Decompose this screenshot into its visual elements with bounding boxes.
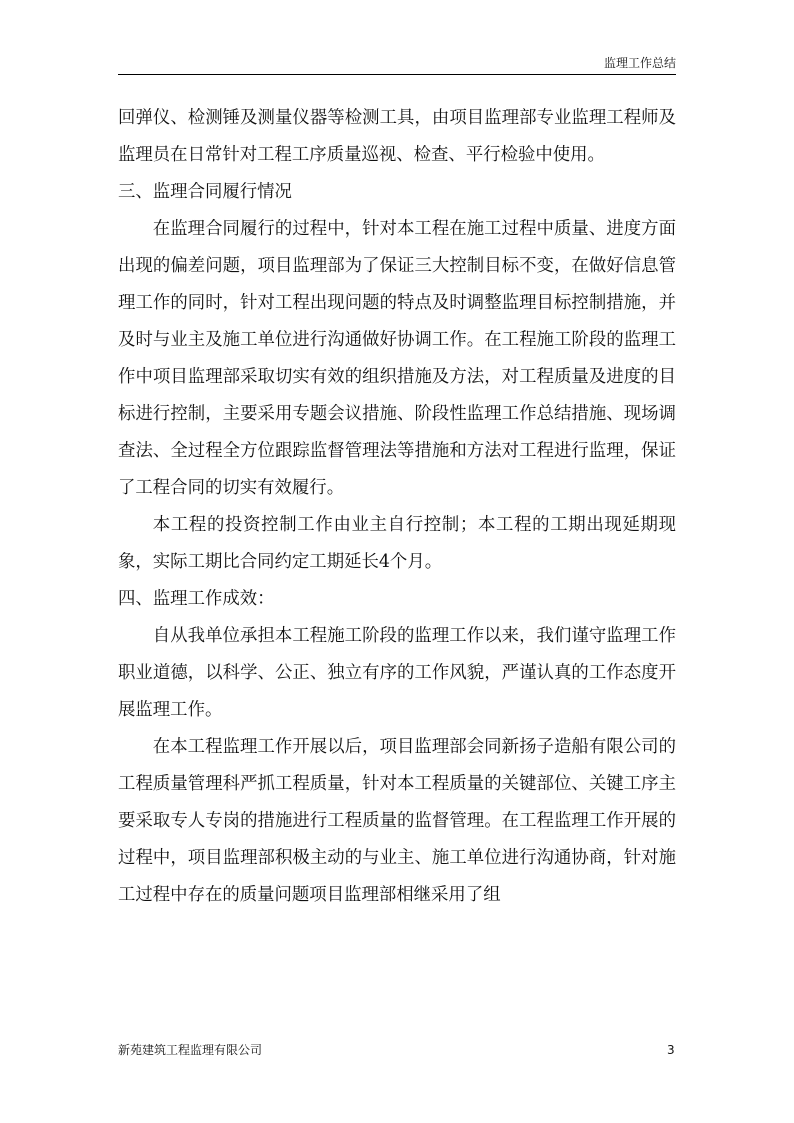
footer-company: 新苑建筑工程监理有限公司 <box>118 1043 263 1057</box>
paragraph-work-attitude: 自从我单位承担本工程施工阶段的监理工作以来，我们谨守监理工作职业道德，以科学、公正、独立有序的工作风貌，严谨认真的工作态度开展监理工作。 <box>118 626 676 720</box>
paragraph-continuation: 回弹仪、检测锤及测量仪器等检测工具，由项目监理部专业监理工程师及监理员在日常针对工程工序质量巡视、检查、平行检验中使用。 <box>118 108 676 165</box>
page-header <box>118 50 676 75</box>
paragraph-quality-management: 在本工程监理工作开展以后，项目监理部会同新扬子造船有限公司的工程质量管理科严抓工程质量，针对本工程质量的关键部位、关键工序主要采取专人专岗的措施进行工程质量的监督管理。在工程监理工作开展的过程中，项目监理部积极主动的与业主、施工单位进行沟通协商，针对施工过程中存在的质量问题项目监理部相继采用了组 <box>118 737 676 905</box>
section-heading-results: 四、监理工作成效： <box>118 589 275 609</box>
document-body <box>118 100 676 914</box>
paragraph-investment-schedule: 本工程的投资控制工作由业主自行控制；本工程的工期出现延期现象，实际工期比合同约定工期延长4个月。 <box>118 515 676 572</box>
section-heading-contract: 三、监理合同履行情况 <box>118 182 292 202</box>
header-title: 监理工作总结 <box>603 56 676 70</box>
paragraph-contract-performance: 在监理合同履行的过程中，针对本工程在施工过程中质量、进度方面出现的偏差问题，项目监理部为了保证三大控制目标不变，在做好信息管理工作的同时，针对工程出现问题的特点及时调整监理目标控制措施，并及时与业主及施工单位进行沟通做好协调工作。在工程施工阶段的监理工作中项目监理部采取切实有效的组织措施及方法，对工程质量及进度的目标进行控制，主要采用专题会议措施、阶段性监理工作总结措施、现场调查法、全过程全方位跟踪监督管理法等措施和方法对工程进行监理，保证了工程合同的切实有效履行。 <box>118 219 676 498</box>
page-number: 3 <box>667 1043 675 1057</box>
